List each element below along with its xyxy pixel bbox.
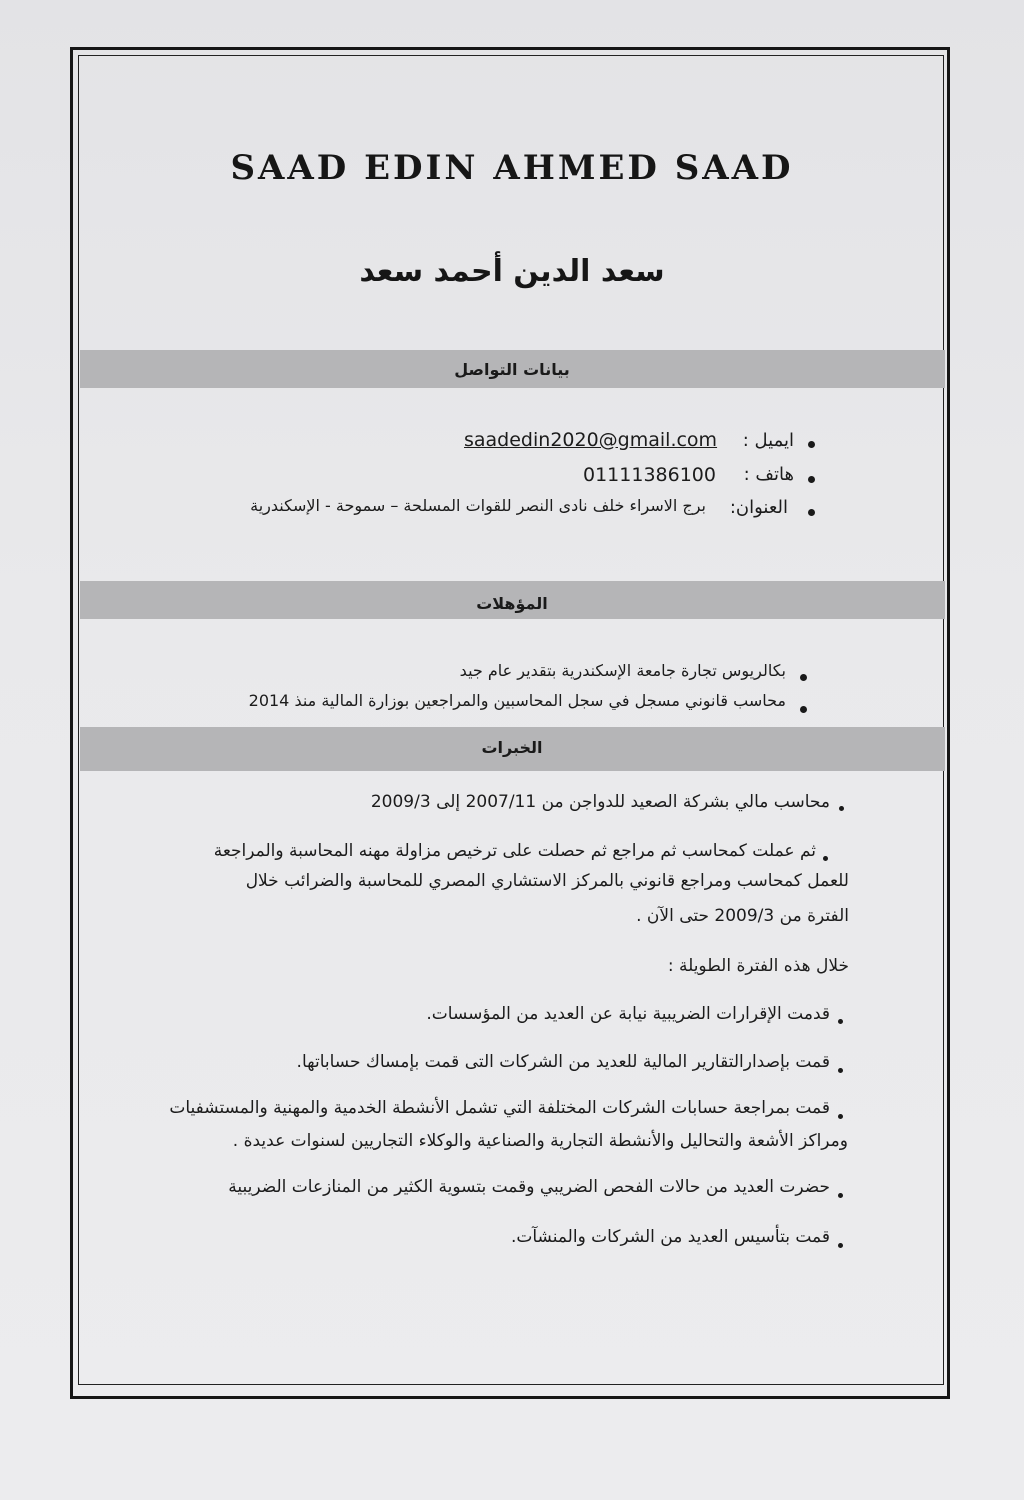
bullet-dot	[839, 806, 844, 811]
phone-label: هاتف :	[743, 464, 794, 485]
bullet-dot	[823, 856, 828, 861]
bullet-dot	[838, 1193, 843, 1198]
experience-item: قدمت الإقرارات الضريبية نيابة عن العديد من المؤسسات.	[426, 1004, 830, 1024]
bullet-dot	[838, 1019, 843, 1024]
address-label: العنوان:	[729, 497, 788, 518]
experience-intro: خلال هذه الفترة الطويلة :	[667, 956, 849, 976]
bullet-dot	[808, 476, 815, 483]
bullet-dot	[808, 441, 815, 448]
bullet-dot	[800, 706, 807, 713]
qualification-item: بكالريوس تجارة جامعة الإسكندرية بتقدير عام جيد	[459, 661, 786, 680]
name-english: SAAD EDIN AHMED SAAD	[230, 148, 794, 188]
experience-item-line: الفترة من 2009/3 حتى الآن .	[636, 906, 849, 926]
name-arabic: سعد الدين أحمد سعد	[359, 254, 665, 289]
email-value[interactable]: saadedin2020@gmail.com	[464, 429, 718, 451]
phone-value: 01111386100	[583, 464, 716, 486]
qualifications-section-title: المؤهلات	[476, 594, 548, 613]
bullet-dot	[838, 1114, 843, 1119]
bullet-dot	[808, 509, 815, 516]
qualification-item: محاسب قانوني مسجل في سجل المحاسبين والمراجعين بوزارة المالية منذ 2014	[248, 691, 786, 710]
experience-item-line: للعمل كمحاسب ومراجع قانوني بالمركز الاستشاري المصري للمحاسبة والضرائب خلال	[245, 871, 849, 891]
experience-section-title: الخبرات	[481, 738, 543, 757]
experience-item-line: ومراكز الأشعة والتحاليل والأنشطة التجارية والصناعية والوكلاء التجاريين لسنوات عديدة .	[232, 1131, 848, 1151]
bullet-dot	[838, 1068, 843, 1073]
experience-item: قمت بإصدارالتقارير المالية للعديد من الشركات التى قمت بإمساك حساباتها.	[296, 1052, 830, 1072]
email-label: ايميل :	[742, 430, 794, 451]
bullet-dot	[800, 674, 807, 681]
bullet-dot	[838, 1243, 843, 1248]
experience-item: قمت بتأسيس العديد من الشركات والمنشآت.	[510, 1227, 830, 1247]
address-value: برج الاسراء خلف نادى النصر للقوات المسلحة – سموحة - الإسكندرية	[250, 496, 706, 515]
experience-item: محاسب مالي بشركة الصعيد للدواجن من 2007/11 إلى 2009/3	[370, 792, 830, 812]
contact-section-title: بيانات التواصل	[454, 360, 570, 379]
experience-item-line: قمت بمراجعة حسابات الشركات المختلفة التي تشمل الأنشطة الخدمية والمهنية والمستشفيات	[169, 1098, 830, 1118]
experience-item: حضرت العديد من حالات الفحص الضريبي وقمت بتسوية الكثير من المنازعات الضريبية	[228, 1177, 830, 1197]
experience-item-line: ثم عملت كمحاسب ثم مراجع ثم حصلت على ترخيص مزاولة مهنه المحاسبة والمراجعة	[213, 841, 816, 861]
